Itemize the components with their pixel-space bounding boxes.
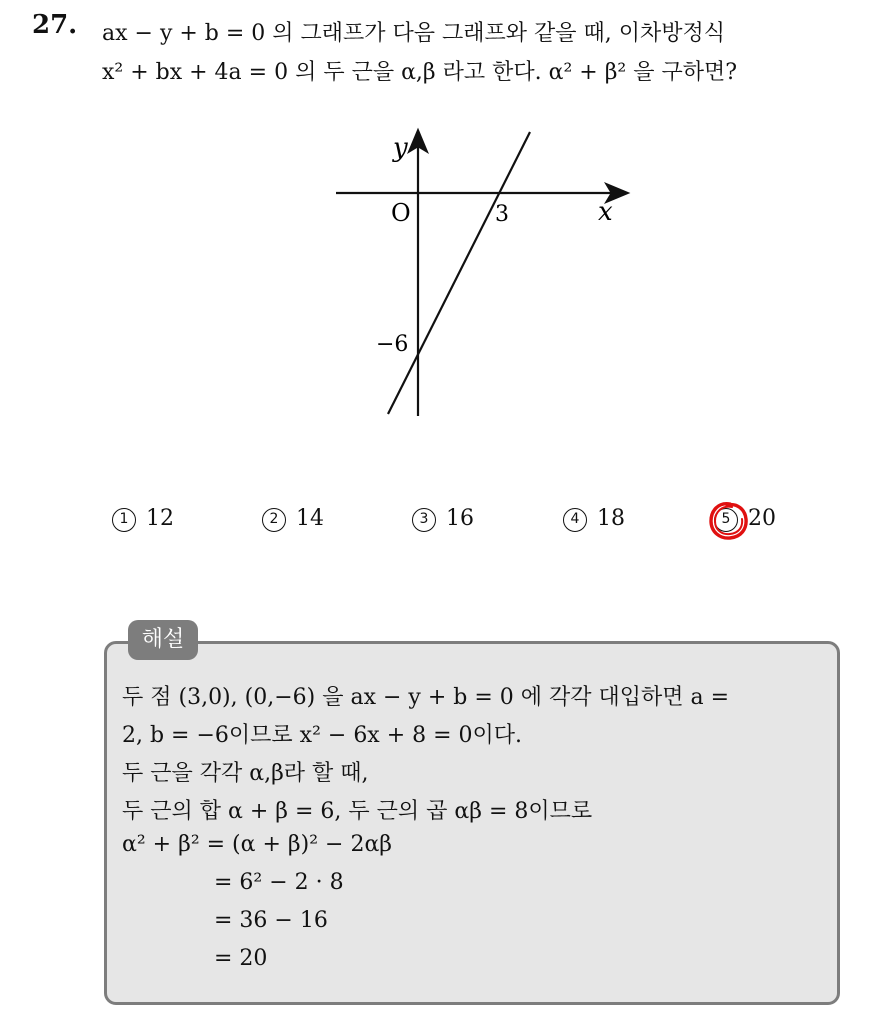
- y-axis-label: y: [393, 133, 408, 163]
- question-line-1: ax − y + b = 0 의 그래프가 다음 그래프와 같을 때, 이차방정식: [102, 21, 726, 46]
- solution-line-4: 두 근의 합 α + β = 6, 두 근의 곱 αβ = 8이므로: [122, 799, 593, 824]
- choice-3[interactable]: [412, 506, 474, 532]
- solution-line-2: 2, b = −6이므로 x² − 6x + 8 = 0이다.: [122, 723, 523, 748]
- choice-4[interactable]: [563, 506, 625, 532]
- choice-2-value: 14: [296, 506, 324, 531]
- choice-1[interactable]: [112, 506, 174, 532]
- choice-5-value: 20: [748, 506, 776, 531]
- x-intercept-label: 3: [495, 202, 509, 227]
- choice-1-number: 1: [112, 508, 136, 532]
- choice-4-value: 18: [597, 506, 625, 531]
- choice-4-number: 4: [563, 508, 587, 532]
- graph-line: [388, 132, 530, 414]
- choice-2-number: 2: [262, 508, 286, 532]
- red-circle-mark-icon: [706, 499, 752, 543]
- choice-3-number: 3: [412, 508, 436, 532]
- x-axis-label: x: [598, 197, 613, 227]
- choice-1-value: 12: [146, 506, 174, 531]
- solution-line-8: = 20: [214, 946, 268, 971]
- question-line-2: x² + bx + 4a = 0 의 두 근을 α,β 라고 한다. α² + β² 을 구하면?: [102, 60, 738, 85]
- solution-line-5: α² + β² = (α + β)² − 2αβ: [122, 832, 393, 857]
- solution-label: 해설: [128, 620, 198, 660]
- solution-line-6: = 6² − 2 · 8: [214, 870, 344, 895]
- choice-3-value: 16: [446, 506, 474, 531]
- solution-line-7: = 36 − 16: [214, 908, 328, 933]
- choice-5-number: 5: [714, 508, 738, 532]
- y-intercept-label: −6: [376, 332, 409, 357]
- solution-line-1: 두 점 (3,0), (0,−6) 을 ax − y + b = 0 에 각각 대입하면 a =: [122, 685, 730, 710]
- solution-line-3: 두 근을 각각 α,β라 할 때,: [122, 761, 369, 786]
- question-number: 27.: [32, 10, 78, 40]
- line-graph: [330, 118, 640, 423]
- origin-label: O: [391, 199, 411, 227]
- choice-2[interactable]: [262, 506, 324, 532]
